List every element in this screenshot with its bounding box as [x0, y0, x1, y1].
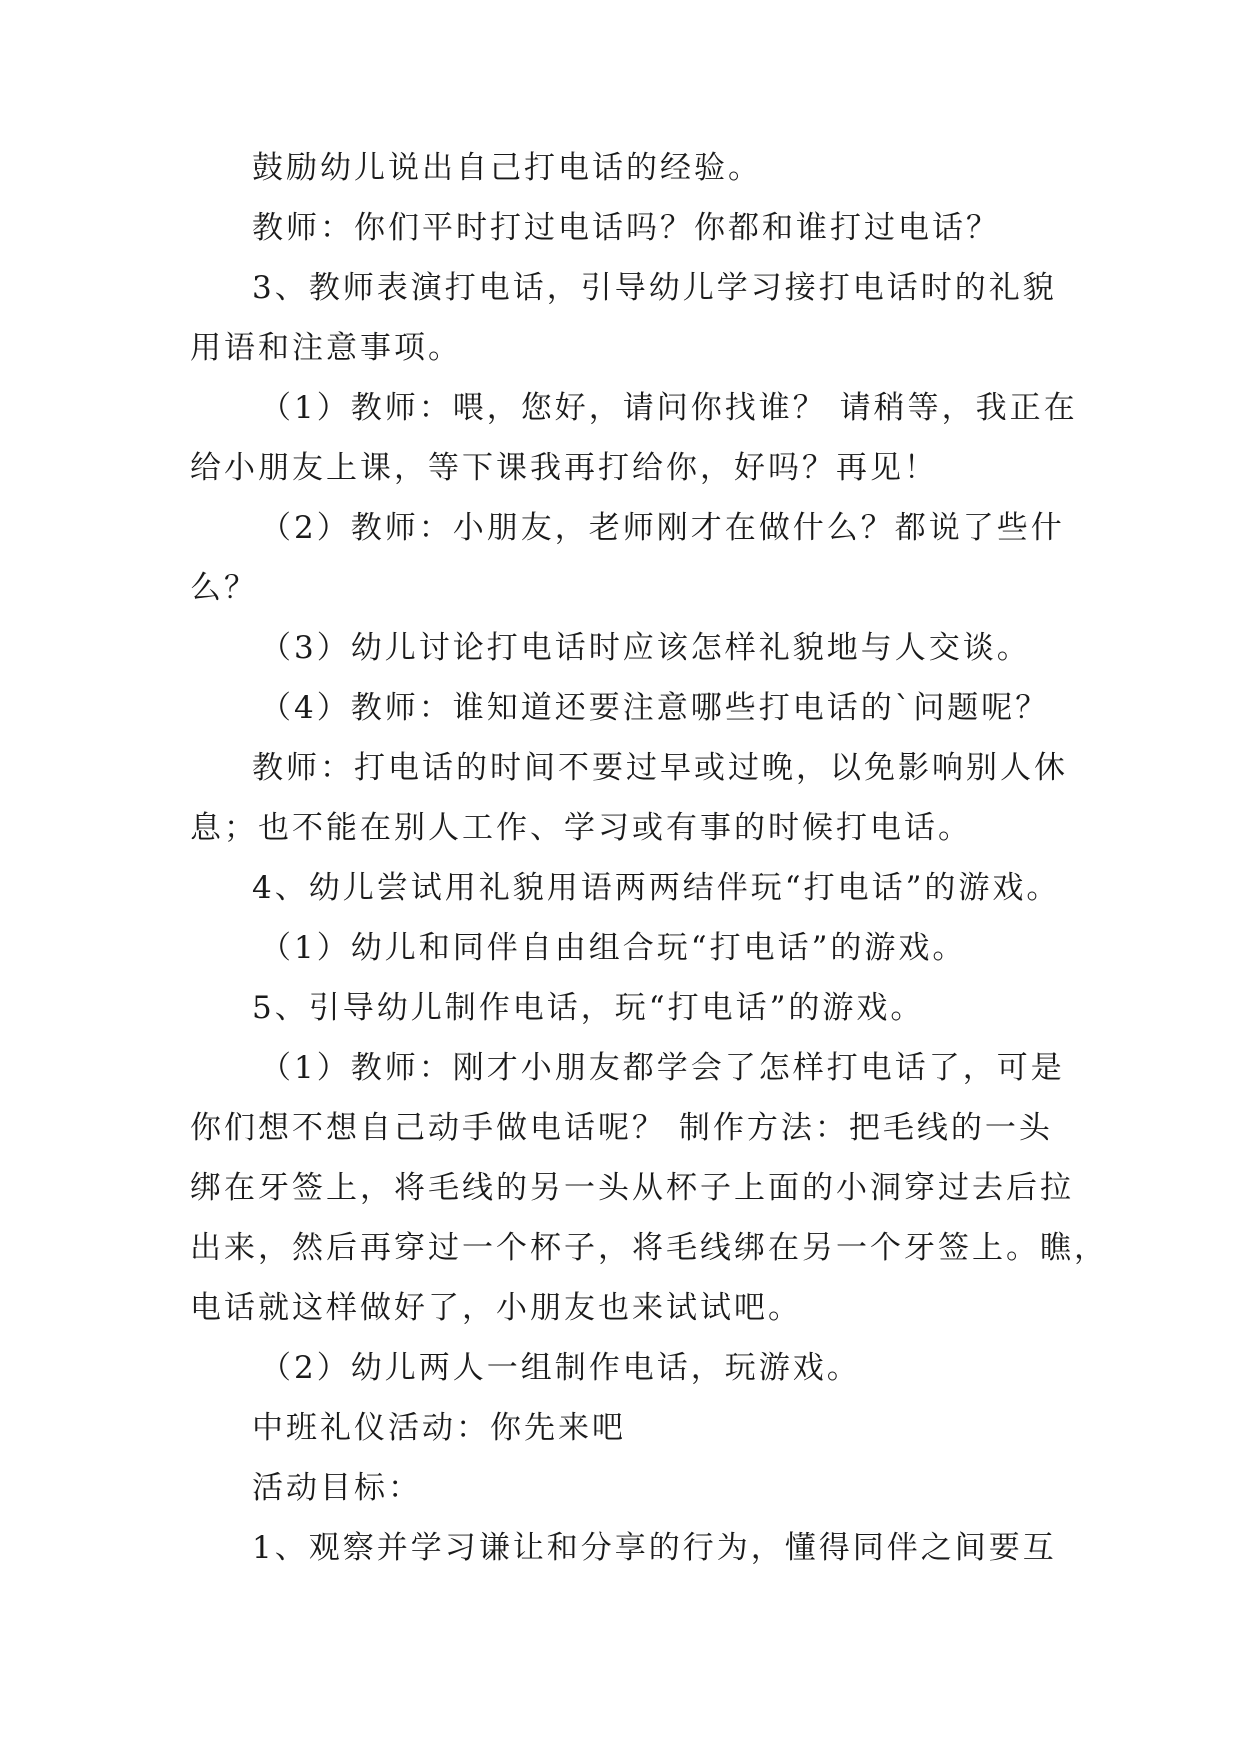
section-heading: 中班礼仪活动：你先来吧 — [252, 1410, 626, 1446]
paragraph-line: 电话就这样做好了，小朋友也来试试吧。 — [190, 1290, 802, 1326]
paragraph-line: 教师：你们平时打过电话吗？你都和谁打过电话？ — [252, 210, 1000, 246]
paragraph-line: 么？ — [190, 570, 258, 606]
paragraph-line: （1）幼儿和同伴自由组合玩“打电话”的游戏。 — [260, 930, 967, 966]
paragraph-line: 给小朋友上课，等下课我再打给你，好吗？再见！ — [190, 450, 938, 486]
paragraph-line: 鼓励幼儿说出自己打电话的经验。 — [252, 150, 762, 186]
paragraph-line: 1、观察并学习谦让和分享的行为，懂得同伴之间要互 — [252, 1530, 1057, 1566]
paragraph-line: 5、引导幼儿制作电话，玩“打电话”的游戏。 — [252, 990, 925, 1026]
paragraph-line: （2）幼儿两人一组制作电话，玩游戏。 — [260, 1350, 861, 1386]
subheading: 活动目标： — [252, 1470, 422, 1506]
paragraph-line: 出来，然后再穿过一个杯子，将毛线绑在另一个牙签上。瞧， — [190, 1230, 1108, 1266]
paragraph-line: （2）教师：小朋友，老师刚才在做什么？都说了些什 — [260, 510, 1065, 546]
paragraph-line: （3）幼儿讨论打电话时应该怎样礼貌地与人交谈。 — [260, 630, 1031, 666]
paragraph-line: 教师：打电话的时间不要过早或过晚，以免影响别人休 — [252, 750, 1068, 786]
paragraph-line: 息；也不能在别人工作、学习或有事的时候打电话。 — [190, 810, 972, 846]
paragraph-line: 你们想不想自己动手做电话呢？ 制作方法：把毛线的一头 — [190, 1110, 1053, 1146]
paragraph-line: 用语和注意事项。 — [190, 330, 462, 366]
paragraph-line: （1）教师：喂，您好，请问你找谁？ 请稍等，我正在 — [260, 390, 1078, 426]
paragraph-line: 绑在牙签上，将毛线的另一头从杯子上面的小洞穿过去后拉 — [190, 1170, 1074, 1206]
paragraph-line: （1）教师：刚才小朋友都学会了怎样打电话了，可是 — [260, 1050, 1065, 1086]
paragraph-line: （4）教师：谁知道还要注意哪些打电话的`问题呢？ — [260, 690, 1050, 726]
paragraph-line: 3、教师表演打电话，引导幼儿学习接打电话时的礼貌 — [252, 270, 1057, 306]
paragraph-line: 4、幼儿尝试用礼貌用语两两结伴玩“打电话”的游戏。 — [252, 870, 1061, 906]
